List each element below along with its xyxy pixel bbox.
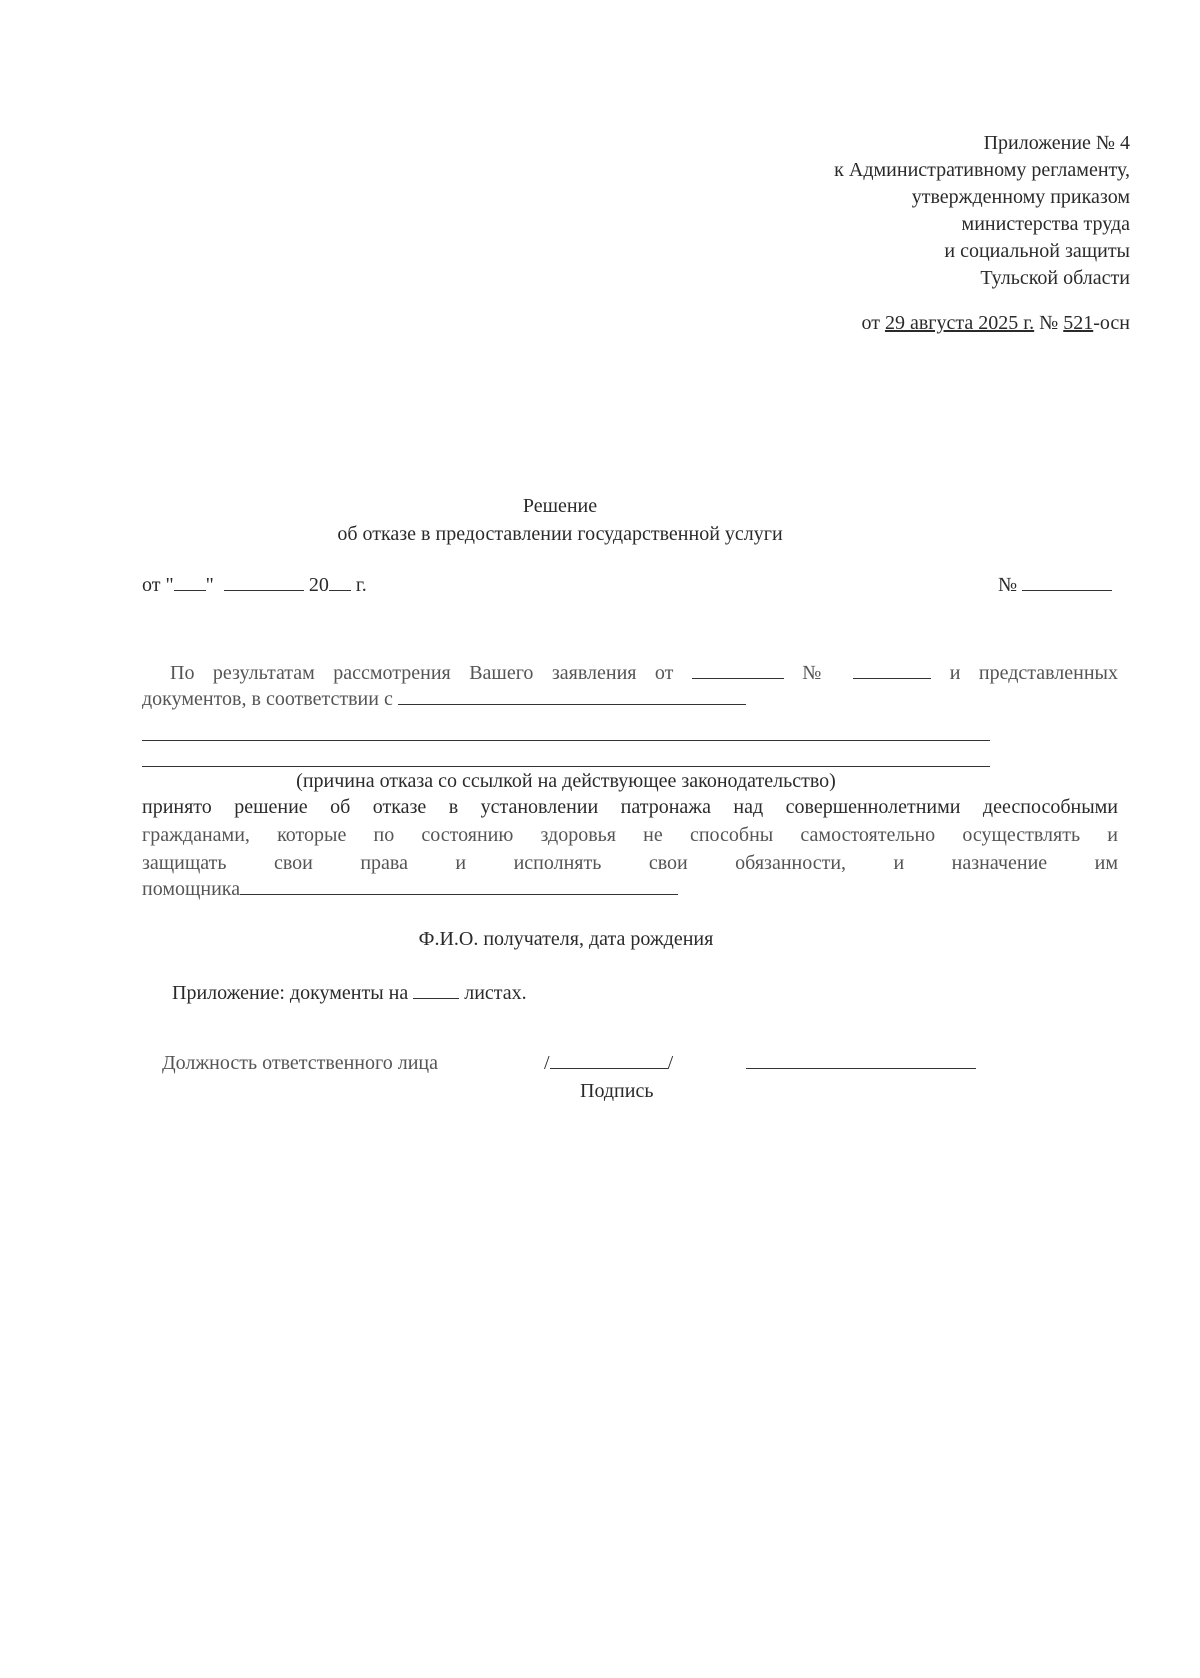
title-line-1: Решение	[522, 495, 598, 517]
application-number-blank	[853, 660, 931, 679]
sheet-count-blank	[413, 980, 459, 999]
order-date-line	[610, 310, 1130, 337]
decision-line-3: защищать свои права и исполнять свои обязанности, и назначение им	[142, 852, 1118, 874]
order-num-suffix: -осн	[1093, 312, 1130, 334]
signature-field	[544, 1050, 673, 1076]
order-date-prefix: от	[861, 312, 885, 334]
year-blank	[329, 572, 351, 591]
year-prefix: 20	[308, 574, 329, 596]
header-line-5: и социальной защиты	[944, 240, 1130, 262]
p1-num: №	[802, 662, 835, 684]
signature-blank	[550, 1050, 668, 1069]
slash-open: /	[544, 1052, 550, 1074]
header-line-3: утвержденному приказом	[911, 186, 1130, 208]
attachment-line	[172, 980, 527, 1006]
p1-start: По результатам рассмотрения Вашего заявления от	[170, 662, 674, 684]
decision-date-row	[142, 572, 367, 598]
decision-line-2: гражданами, которые по состоянию здоровья не способны самостоятельно осуществлять и	[142, 824, 1118, 846]
number-blank	[1022, 572, 1112, 591]
month-blank	[224, 572, 304, 591]
attachment-suffix: листах.	[464, 982, 527, 1004]
day-blank	[174, 572, 206, 591]
header-line-4: министерства труда	[961, 213, 1130, 235]
year-suffix: г.	[350, 574, 367, 596]
p2-start: документов, в соответствии с	[142, 688, 393, 710]
recipient-caption: Ф.И.О. получателя, дата рождения	[418, 928, 714, 950]
decision-number-row	[998, 572, 1112, 598]
body-line-1	[142, 660, 1118, 685]
slash-close: /	[667, 1052, 674, 1074]
application-date-blank	[692, 660, 784, 679]
reason-line-2	[142, 766, 990, 767]
title-line-2: об отказе в предоставлении государственной услуги	[337, 523, 783, 545]
position-label: Должность ответственного лица	[162, 1052, 438, 1074]
order-num-prefix: №	[1034, 312, 1064, 334]
number-label: №	[998, 574, 1023, 596]
header-line-1: Приложение № 4	[983, 132, 1130, 154]
signature-caption: Подпись	[580, 1080, 654, 1102]
decision-line-4	[142, 876, 678, 902]
name-field	[746, 1050, 976, 1076]
date-from-label: от "	[142, 574, 174, 596]
legal-basis-blank	[398, 686, 746, 705]
name-blank	[746, 1050, 976, 1069]
appendix-header	[610, 130, 1130, 337]
assistant-label: помощника	[142, 878, 241, 900]
reason-line-1	[142, 740, 990, 741]
header-line-2: к Административному регламенту,	[834, 159, 1130, 181]
date-quote-close: "	[205, 574, 214, 596]
body-line-2	[142, 686, 746, 712]
assistant-blank	[240, 876, 678, 895]
header-line-6: Тульской области	[980, 267, 1130, 289]
reason-caption: (причина отказа со ссылкой на действующее законодательство)	[296, 770, 836, 792]
p1-end: и представленных	[949, 662, 1118, 684]
attachment-prefix: Приложение: документы на	[172, 982, 409, 1004]
order-num-value: 521	[1063, 312, 1094, 334]
decision-line-1: принято решение об отказе в установлении патронажа над совершеннолетними дееспособными	[142, 796, 1118, 818]
document-title	[140, 492, 980, 548]
order-date-value: 29 августа 2025 г.	[884, 312, 1035, 334]
